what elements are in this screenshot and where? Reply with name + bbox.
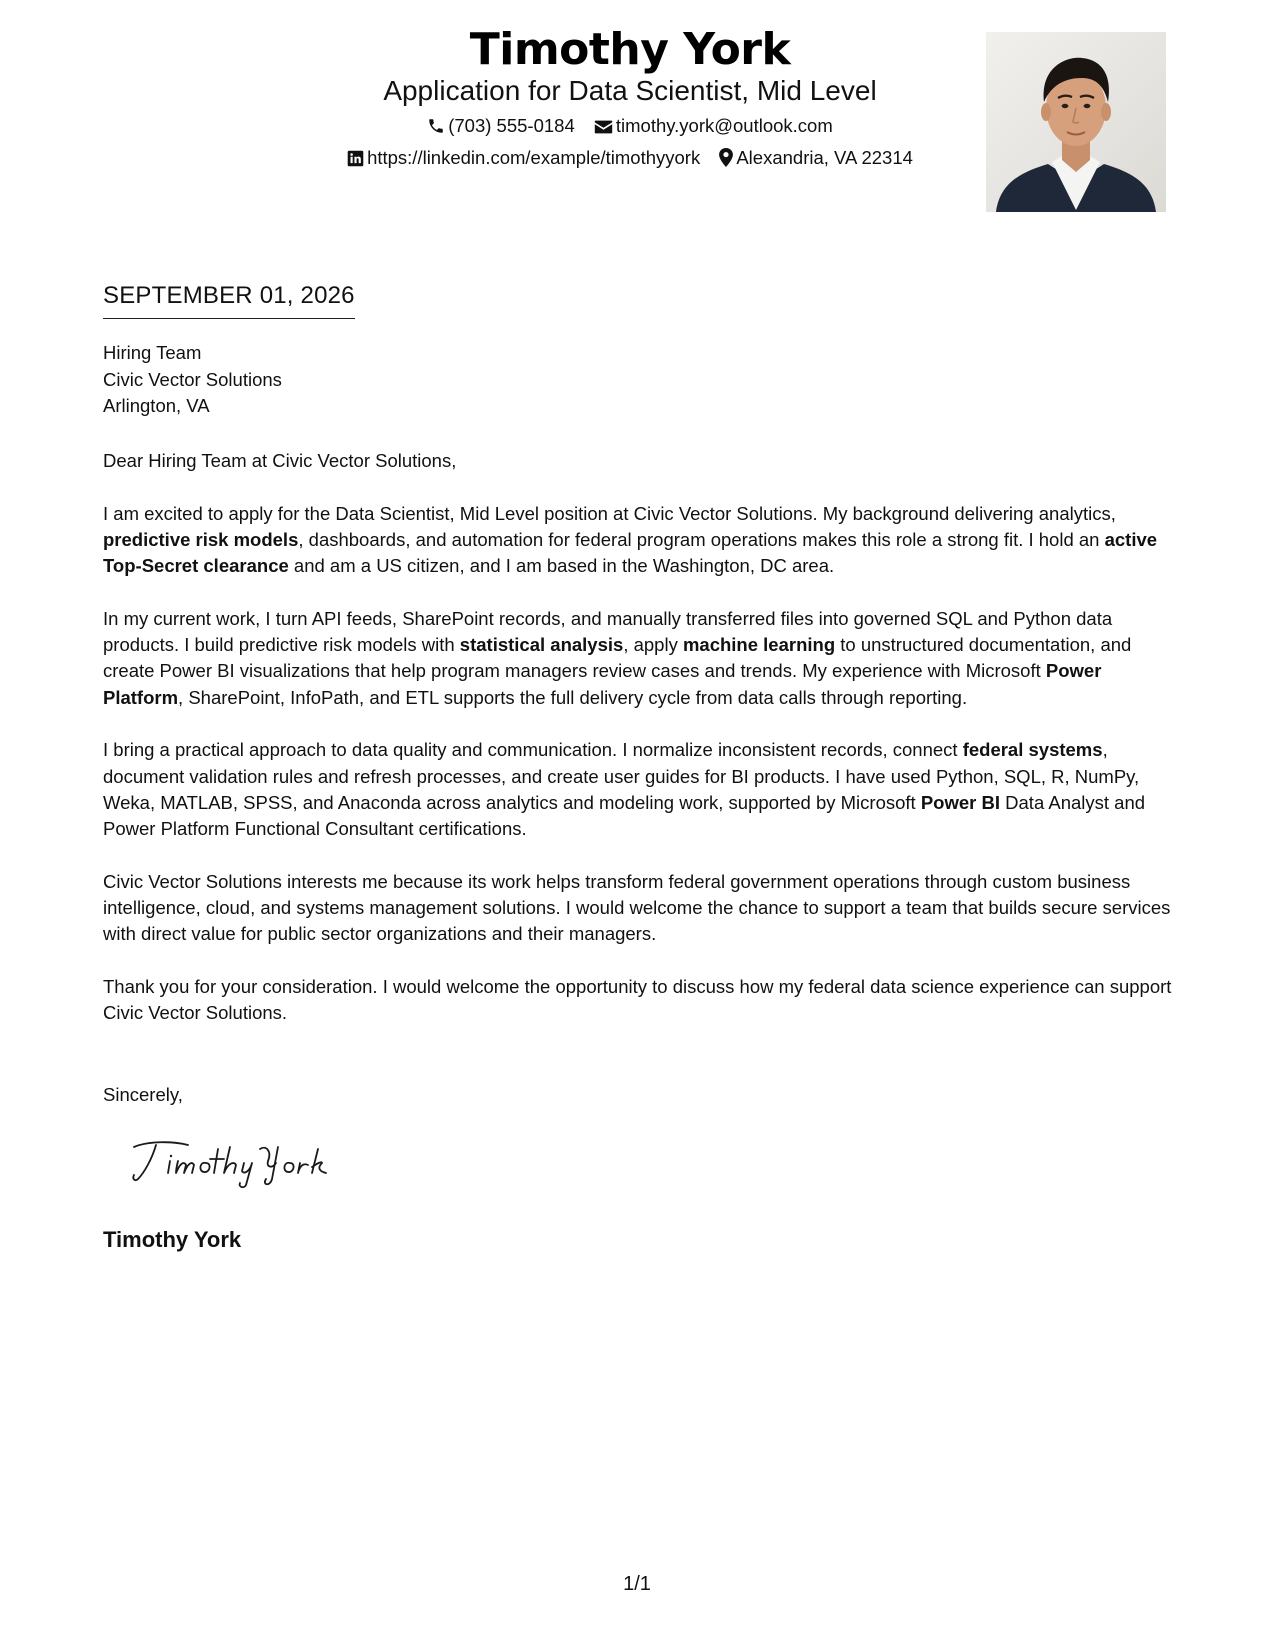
page-number: 1/1 [623,1573,651,1595]
recipient-line: Civic Vector Solutions [103,368,282,390]
applicant-name: Timothy York [469,24,791,75]
contact-row-secondary [280,145,980,171]
text-run: , SharePoint, InfoPath, and ETL supports the full delivery cycle from data calls through reporting. [178,686,968,708]
contact-location [719,145,913,171]
contact-linkedin[interactable] [347,145,700,171]
text-run: Data Analyst and Power Platform Functional Consultant certifications. [103,791,1146,840]
highlight-text: Power BI [920,791,1001,813]
envelope-icon [594,119,613,135]
salutation: Dear Hiring Team at Civic Vector Solutions, [103,450,457,471]
contact-row-primary [280,113,980,139]
recipient-line: Arlington, VA [103,395,210,416]
location-text: Alexandria, VA 22314 [736,147,913,168]
text-run: and am a US citizen, and I am based in the Washington, DC area. [288,555,835,577]
highlight-text: predictive risk models [103,528,299,550]
signed-name: Timothy York [103,1227,242,1252]
highlight-text: statistical analysis [459,634,624,656]
profile-photo-image [986,32,1166,212]
email-address[interactable]: timothy.york@outlook.com [615,115,833,136]
text-run: , document validation rules and refresh processes, and create user guides for BI products. I have used Python, SQL, R, NumPy, Weka, MATLAB, SPSS, and Anaconda across analytics and modeling work, supported by Microsoft [103,739,1140,813]
body-paragraph-2 [103,606,1173,711]
text-run: In my current work, I turn API feeds, SharePoint records, and manually transferred files into governed SQL and Python data products. I build predictive risk models with [103,607,1113,656]
highlight-text: federal systems [962,739,1103,761]
map-pin-icon [719,148,733,167]
application-subtitle: Application for Data Scientist, Mid Level [383,75,877,106]
recipient-address [103,340,282,420]
text-run: , dashboards, and automation for federal program operations makes this role a strong fit. I hold an [298,528,1105,550]
handwritten-signature [126,1135,346,1191]
letter-body [103,448,1173,1053]
highlight-text: active Top-Secret clearance [103,528,1158,577]
phone-icon [427,117,445,135]
closing-line: Sincerely, [103,1084,183,1105]
linkedin-icon [347,150,364,167]
text-run: I bring a practical approach to data quality and communication. I normalize inconsistent records, connect [103,739,963,761]
recipient-line: Hiring Team [103,342,202,363]
contact-email[interactable] [594,113,833,139]
text-run: to unstructured documentation, and create Power BI visualizations that help program managers review cases and trends. My experience with Microsoft [103,634,1132,682]
text-run: , apply [623,634,683,656]
letter-date-block [103,280,355,319]
letter-date: SEPTEMBER 01, 2026 [103,280,355,319]
linkedin-url[interactable]: https://linkedin.com/example/timothyyork [367,147,701,168]
body-paragraph-3 [103,737,1173,842]
highlight-text: Power Platform [103,660,1102,708]
profile-photo [986,32,1166,212]
highlight-text: machine learning [682,634,836,656]
body-paragraph-5: Thank you for your consideration. I would welcome the opportunity to discuss how my federal data science experience can support Civic Vector Solutions. [103,975,1172,1024]
phone-number: (703) 555-0184 [448,115,575,136]
body-paragraph-4: Civic Vector Solutions interests me because its work helps transform federal government operations through custom business intelligence, cloud, and systems management solutions. I would welcome the chance to support a team that builds secure services with direct value for public sector organizations and their managers. [103,870,1171,945]
body-paragraph-1 [103,501,1173,580]
text-run: I am excited to apply for the Data Scientist, Mid Level position at Civic Vector Solutions. My background delivering analytics, [103,502,1116,524]
contact-phone [427,113,575,139]
